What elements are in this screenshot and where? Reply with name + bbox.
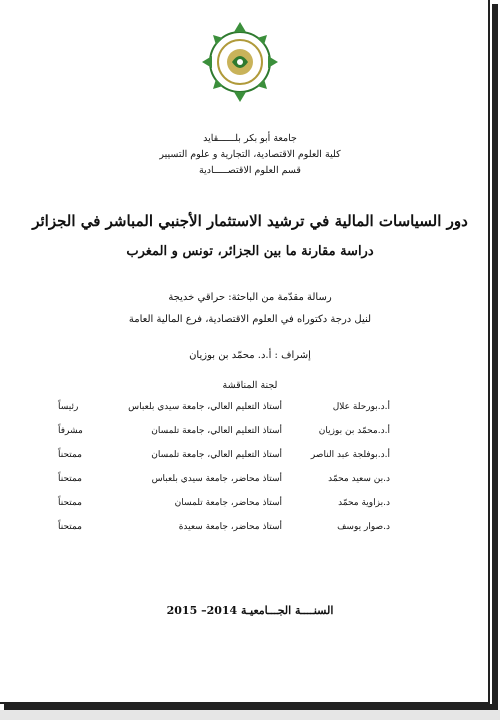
member-name: أ.د.محمّد بن بوزيان (318, 426, 390, 436)
committee-row (58, 474, 390, 490)
committee-row (58, 450, 390, 466)
member-name: د.بن سعيد محمّد (328, 474, 390, 484)
university-logo-icon (199, 18, 281, 108)
member-name: أ.د.بوفلجة عبد الناصر (310, 450, 390, 460)
faculty-name: كلية العلوم الاقتصادية، التجارية و علوم التسيير (159, 149, 341, 160)
member-role: ممتحناً (58, 450, 83, 460)
department-name: قسم العلوم الاقتصـــــادية (199, 165, 301, 176)
committee-row (58, 402, 390, 418)
member-position: أستاذ التعليم العالي، جامعة تلمسان (151, 450, 282, 460)
member-position: أستاذ التعليم العالي، جامعة سيدي بلعباس (128, 402, 282, 412)
degree-line: لنيل درجة دكتوراه في العلوم الاقتصادية، فرع المالية العامة (128, 314, 372, 325)
member-role: رئيساً (58, 402, 79, 412)
member-role: ممتحناً (58, 522, 83, 532)
member-name: د.بزاوية محمّد (338, 498, 390, 508)
thesis-title: دور السياسات المالية في ترشيد الاستثمار الأجنبي المباشر في الجزائر (32, 212, 468, 230)
committee-row (58, 522, 390, 538)
committee-row (58, 426, 390, 442)
academic-year: السنــــة الجـــامعيـة 2014– 2015 (166, 604, 334, 617)
committee-row (58, 498, 390, 514)
member-role: ممتحناً (58, 498, 83, 508)
member-role: ممتحناً (58, 474, 83, 484)
member-name: د.صوار يوسف (337, 522, 390, 532)
presented-by: رسالة مقدّمة من الباحثة: حراقي خديجة (168, 292, 332, 303)
member-position: أستاذ محاضر، جامعة تلمسان (174, 498, 282, 508)
member-position: أستاذ التعليم العالي، جامعة تلمسان (151, 426, 282, 436)
thesis-subtitle: دراسة مقارنة ما بين الجزائر، تونس و المغرب (126, 244, 374, 259)
committee-heading: لجنة المناقشة (222, 380, 278, 391)
member-name: أ.د.بورحلة علال (332, 402, 390, 412)
viewer-background (0, 710, 500, 720)
university-name: جامعة أبو بكر بلــــــقايد (203, 133, 297, 144)
member-role: مشرفاً (58, 426, 83, 436)
member-position: أستاذ محاضر، جامعة سيدي بلعباس (151, 474, 282, 484)
supervisor: إشراف : أ.د. محمّد بن بوزيان (189, 350, 311, 361)
member-position: أستاذ محاضر، جامعة سعيدة (178, 522, 282, 532)
